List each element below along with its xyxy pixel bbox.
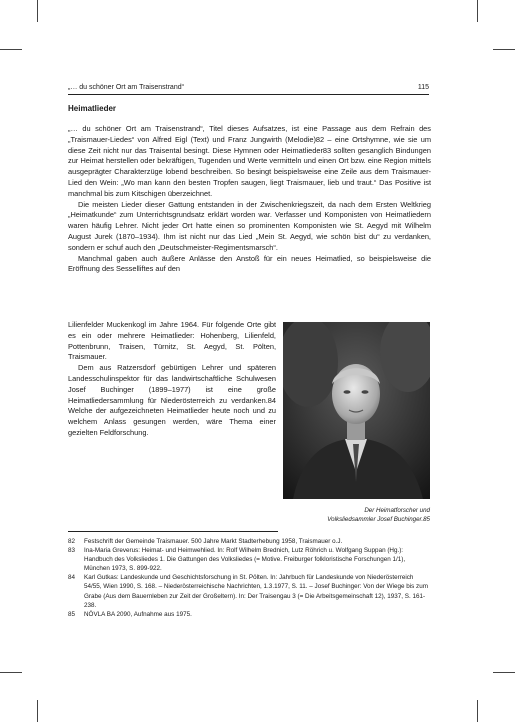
crop-mark-bottom-right-h: [493, 672, 515, 673]
main-text: [68, 124, 431, 275]
footnote-84: [68, 573, 431, 609]
paragraph-3: Manchmal gaben auch äußere Anlässe den Anstoß für ein neues Heimatlied, so beispielsweise die Eröffnung des Sesselliftes auf den: [68, 253, 431, 274]
footnote-number: 82: [68, 538, 76, 545]
footnote-82: [68, 537, 431, 546]
footnote-number: 85: [68, 610, 76, 618]
caption-line-2: Volksliedsammler Josef Buchinger.85: [327, 516, 430, 523]
crop-mark-bottom-left-h: [0, 672, 22, 673]
portrait-illustration: [283, 322, 430, 499]
crop-mark-bottom-right-v: [477, 700, 478, 722]
footnote-83: [68, 546, 431, 573]
footnote-text: Festschrift der Gemeinde Traismauer. 500 Jahre Markt Stadterhebung 1958, Traismauer o.J.: [84, 538, 343, 545]
footnote-text: Ina-Maria Greverus: Heimat- und Heimwehlied. In: Rolf Wilhelm Brednich, Lutz Röhrich u. Wolfgang Suppan (Hg.): Handbuch des Volksliedes 1. Die Gattungen des Volksliedes (= Motive. Freiburger folkloristische Forschungen 1/1), München 1973, S. 899-922.: [84, 547, 406, 573]
running-header: [68, 82, 429, 95]
footnote-text: Karl Gutkas: Landeskunde und Geschichtsforschung in St. Pölten. In: Jahrbuch für Landeskunde von Niederösterreich 54/55, Wien 1990, S. 168. – Niederösterreichische Nachrichten, 1.3.1977, S. 11. – Josef Buchinger: Von der Wiege bis zum Grabe (Aus dem Bauernleben zur Zeit der Großeltern). In: Der Traisengau 3 (= Die Arbeitsgemeinschaft 12), 1937, S. 161-238.: [84, 574, 428, 609]
column-paragraph-1: Lilienfelder Muckenkogl im Jahre 1964. Für folgende Orte gibt es ein oder mehrere Heimatlieder: Hohenberg, Lilienfeld, Pottenbrunn, Traisen, Türnitz, St. Aegyd, St. Pölten, Traismauer.: [68, 320, 276, 362]
footnote-number: 83: [68, 547, 76, 555]
photo-caption: [283, 506, 430, 524]
portrait-photo: [283, 322, 430, 499]
crop-mark-top-right-h: [493, 49, 515, 50]
running-title: „… du schöner Ort am Traisenstrand“: [68, 84, 184, 91]
footnote-85: [68, 610, 431, 619]
footnote-text: NÖVLA BA 2090, Aufnahme aus 1975.: [84, 610, 192, 618]
footnotes: [68, 537, 431, 619]
caption-line-1: Der Heimatforscher und: [364, 507, 430, 514]
crop-mark-top-left-h: [0, 49, 22, 50]
footnote-number: 84: [68, 574, 76, 582]
column-paragraph-2: Dem aus Ratzersdorf gebürtigen Lehrer und späteren Landesschulinspektor für das landwirtschaftliche Schulwesen Josef Buchinger (1899–1977) ist eine große Heimatliedersammlung für Niederösterreich zu verdanken.84 Welche der aufgezeichneten Heimatlieder heute noch und zu welchem Anlass gesungen werden, wäre Thema einer gezielten Feldforschung.: [68, 363, 276, 437]
page-number: 115: [417, 84, 429, 91]
section-title: Heimatlieder: [68, 104, 117, 113]
paragraph-1: „… du schöner Ort am Traisenstrand“, Titel dieses Aufsatzes, ist eine Passage aus dem Refrain des „Traismauer-Liedes“ von Alfred Eigl (Text) und Franz Jungwirth (Melodie)82 – eine Ortshymne, wie sie um diese Zeit nicht nur das Traisental besingt. Diese Hymnen oder Heimatlieder83 sollten gesanglich Bindungen zur Heimat herstellen oder bekräftigen, Tugenden und Werte vermitteln und einen Ort bzw. eine Region mittels ausgeprägter Charakterzüge lobend beschreiben. So besingt beispielsweise eine Zeile aus dem Traismauer-Lied den Wein: „Wo man kann den besten Tropfen saugen, liegt Traismauer, lieb und traut.“ Das Positive ist manchmal bis zum Kitschigen überzeichnet.: [68, 124, 431, 198]
crop-mark-top-right-v: [477, 0, 478, 22]
crop-mark-top-left-v: [37, 0, 38, 22]
paragraph-2: Die meisten Lieder dieser Gattung entstanden in der Zwischenkriegszeit, da nach dem Ersten Weltkrieg „Heimatkunde“ zum Unterrichtsgrundsatz erklärt worden war. Verfasser und Komponisten von Heimatliedern waren häufig Lehrer. Nicht jeder Ort hatte einen so prominenten Komponisten wie St. Aegyd mit Wilhelm August Jurek (1870–1934). Ihm ist nicht nur das Lied „Mein St. Aegyd, wie schön bist du“ zu verdanken, sondern er schuf auch den „Deutschmeister-Regimentsmarsch“.: [68, 199, 431, 252]
crop-mark-bottom-left-v: [37, 700, 38, 722]
column-text: [68, 320, 276, 439]
footnote-rule: [68, 531, 278, 532]
